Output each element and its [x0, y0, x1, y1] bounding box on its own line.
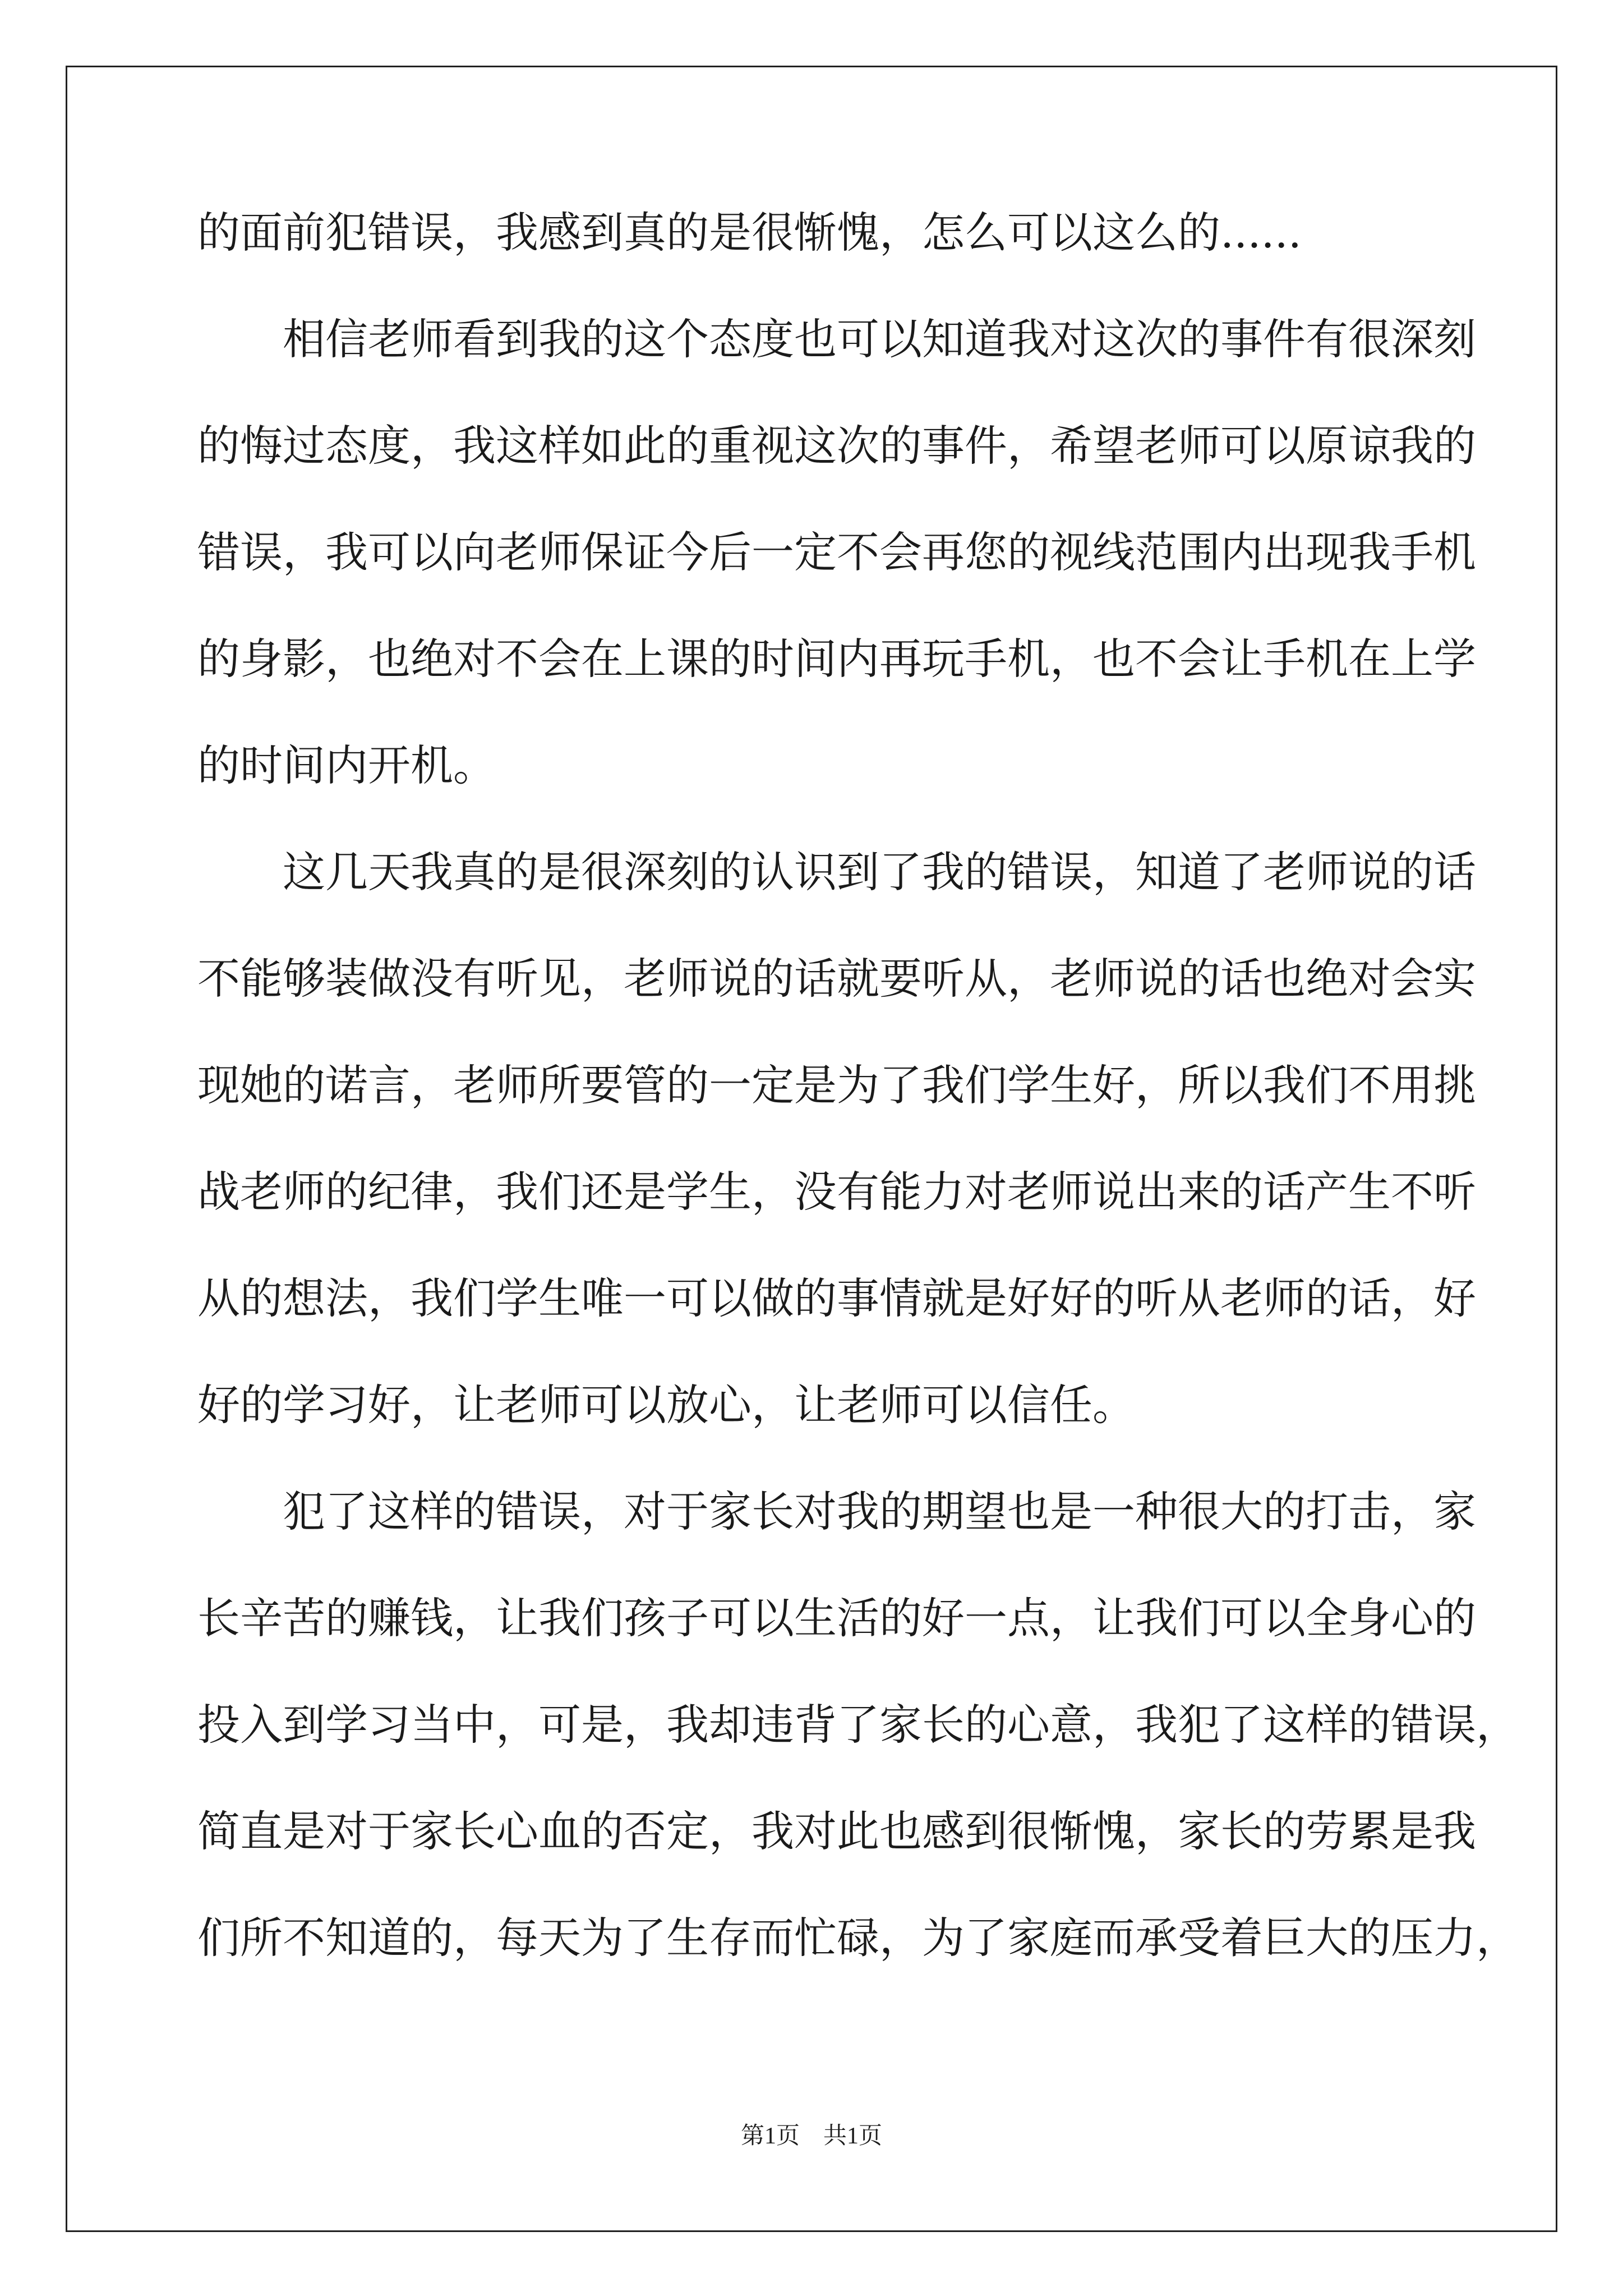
- text-line: 现她的诺言，老师所要管的一定是为了我们学生好，所以我们不用挑: [197, 1060, 1476, 1110]
- text-line: 的悔过态度，我这样如此的重视这次的事件，希望老师可以原谅我的: [197, 421, 1476, 471]
- text-line: 长辛苦的赚钱，让我们孩子可以生活的好一点，让我们可以全身心的: [197, 1593, 1476, 1643]
- page-number-footer: 第1页 共1页: [740, 2123, 882, 2149]
- paragraph-first-line: 这几天我真的是很深刻的认识到了我的错误，知道了老师说的话: [283, 847, 1476, 897]
- paragraph-first-line: 犯了这样的错误，对于家长对我的期望也是一种很大的打击，家: [283, 1487, 1476, 1536]
- text-line: 的时间内开机。: [197, 740, 496, 790]
- text-line: 错误，我可以向老师保证今后一定不会再您的视线范围内出现我手机: [197, 527, 1476, 577]
- text-line: 好的学习好，让老师可以放心，让老师可以信任。: [197, 1380, 1135, 1430]
- paragraph-first-line: 相信老师看到我的这个态度也可以知道我对这次的事件有很深刻: [283, 314, 1476, 364]
- text-line: 不能够装做没有听见，老师说的话就要听从，老师说的话也绝对会实: [197, 954, 1476, 1004]
- text-line: 们所不知道的，每天为了生存而忙碌，为了家庭而承受着巨大的压力，: [197, 1913, 1519, 1963]
- text-line: 简直是对于家长心血的否定，我对此也感到很惭愧，家长的劳累是我: [197, 1806, 1476, 1856]
- text-line: 的身影，也绝对不会在上课的时间内再玩手机，也不会让手机在上学: [197, 634, 1476, 684]
- text-line: 从的想法，我们学生唯一可以做的事情就是好好的听从老师的话，好: [197, 1273, 1476, 1323]
- text-line: 的面前犯错误，我感到真的是很惭愧，怎么可以这么的......: [197, 208, 1302, 257]
- text-line: 战老师的纪律，我们还是学生，没有能力对老师说出来的话产生不听: [197, 1167, 1476, 1217]
- text-line: 投入到学习当中，可是，我却违背了家长的心意，我犯了这样的错误，: [197, 1700, 1519, 1750]
